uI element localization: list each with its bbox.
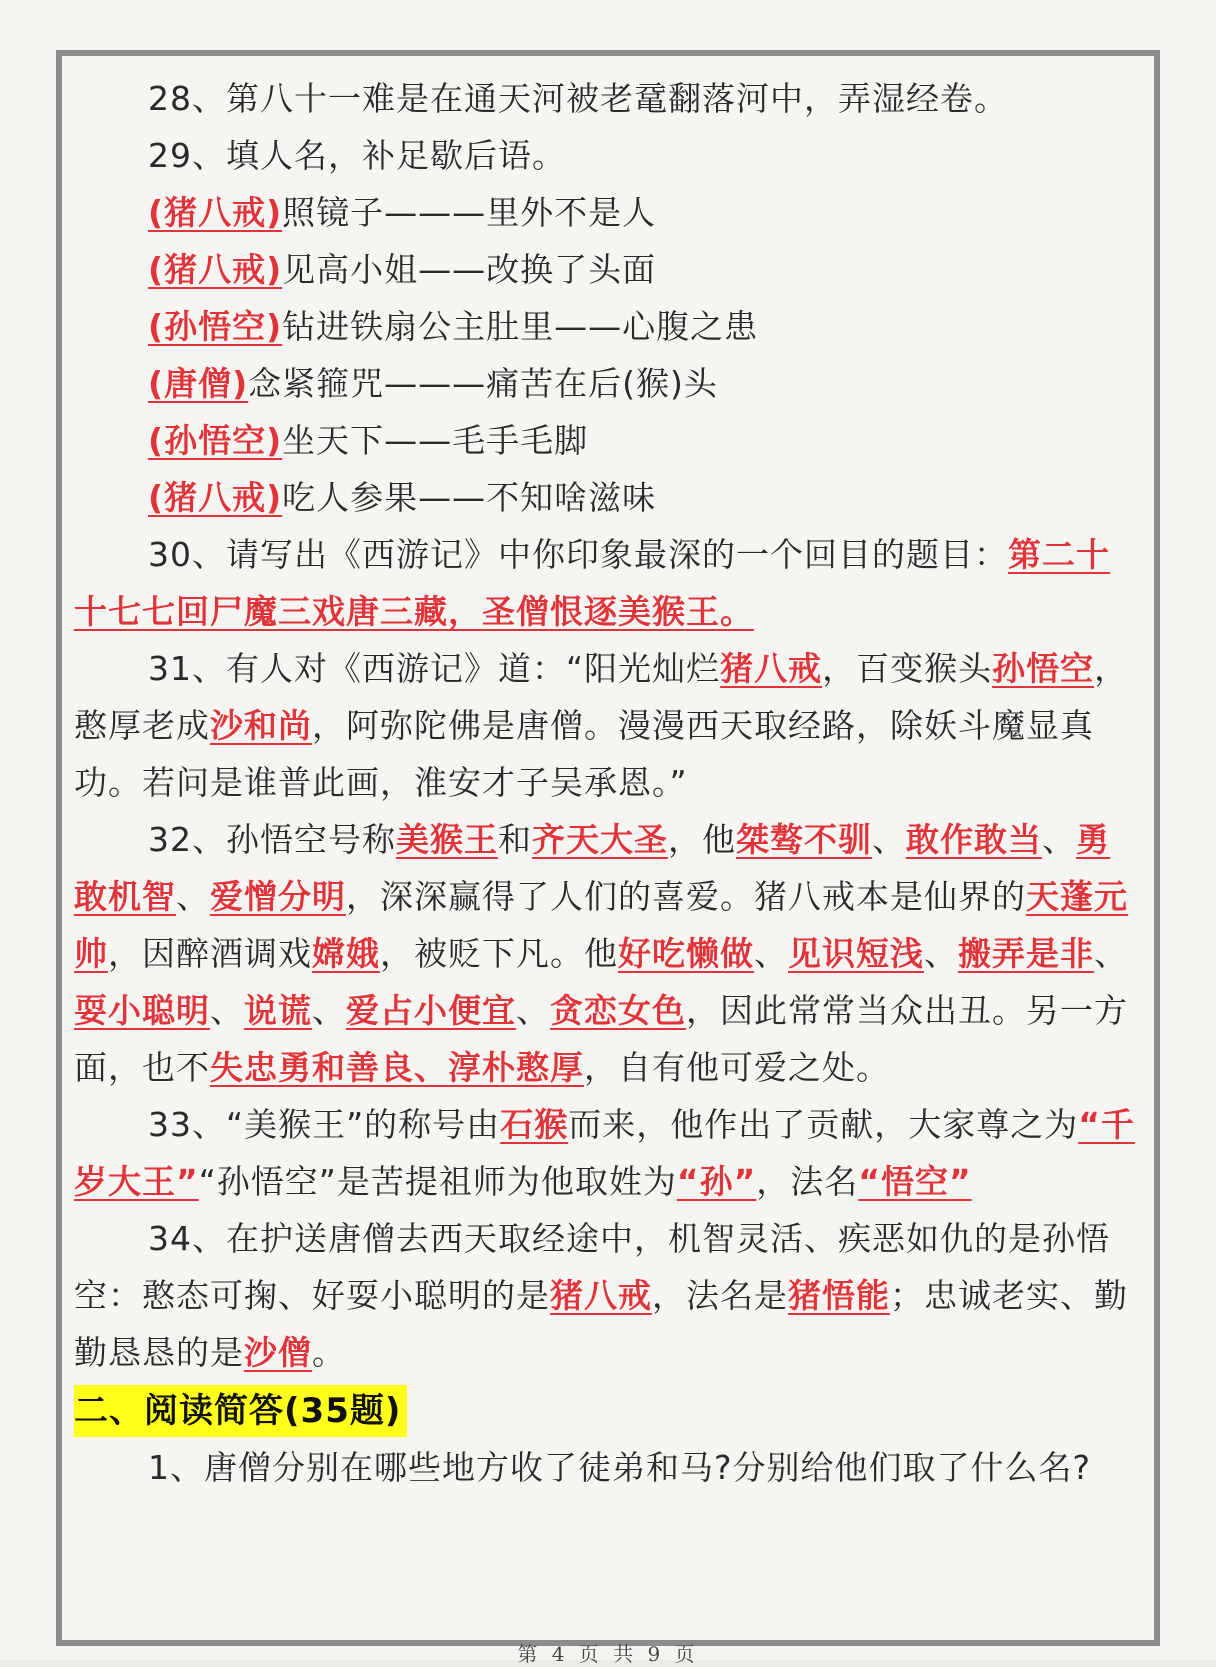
q32-text: ，被贬下凡。他 (380, 934, 618, 973)
question-28: 28、第八十一难是在通天河被老鼋翻落河中，弄湿经卷。 (148, 79, 1008, 118)
q32-answer: 爱憎分明 (210, 877, 346, 916)
section2-question-1: 1、唐僧分别在哪些地方收了徒弟和马?分别给他们取了什么名? (148, 1448, 1092, 1487)
q29-answer: (孙悟空) (148, 307, 283, 346)
q32-answer: 见识短浅 (788, 934, 924, 973)
q32-answer: 爱占小便宜 (346, 991, 516, 1030)
q32-text: 32、孙悟空号称 (148, 820, 396, 859)
q32-text: 、 (1094, 934, 1128, 973)
q32-text: 、 (176, 877, 210, 916)
q33-answer: “悟空” (858, 1162, 972, 1201)
q32-answer: 美猴王 (396, 820, 498, 859)
section-heading: 二、阅读简答(35题) (74, 1385, 407, 1437)
q30-prompt: 30、请写出《西游记》中你印象最深的一个回目的题目： (148, 535, 1008, 574)
q32-text: 也不 (142, 1048, 210, 1087)
q31-text: ，百变猴头 (822, 649, 993, 688)
q32-text: 、 (872, 820, 906, 859)
q32-text: 、 (754, 934, 788, 973)
q33-text: 33、“美猴王”的称号由 (148, 1105, 501, 1144)
q29-text: 照镜子———里外不是人 (282, 193, 657, 232)
q33-text: ，法名 (756, 1162, 859, 1201)
q32-answer: 嫦娥 (312, 934, 380, 973)
q32-answer: 敢作敢当 (906, 820, 1042, 859)
q31-text: ，阿弥陀佛是唐僧。漫漫西天取经路，除妖斗魔显真功。若问是谁普此画，淮安才子吴承恩。” (74, 706, 1094, 802)
q29-text: 念紧箍咒———痛苦在后(猴)头 (248, 364, 718, 403)
q32-text: ，他 (668, 820, 736, 859)
q32-answer: 好吃懒做 (618, 934, 754, 973)
q32-text: 、 (210, 991, 244, 1030)
q32-text: 、 (924, 934, 958, 973)
q33-text: 而来，他作出了贡献，大家尊之为 (568, 1105, 1079, 1144)
q34-answer: 猪八戒 (550, 1276, 652, 1315)
q34-text: ；忠诚老实、勤勤恳恳的是 (74, 1276, 1128, 1372)
q32-text: ，因醉酒调戏 (108, 934, 312, 973)
q32-text: 和 (498, 820, 532, 859)
question-29-title: 29、填人名，补足歇后语。 (148, 136, 566, 175)
q29-item (74, 184, 1142, 241)
q29-answer: (孙悟空) (148, 421, 283, 460)
q33-answer: “孙” (676, 1162, 757, 1201)
q33-answer: “千岁大王” (74, 1105, 1135, 1201)
q32-answer: 搬弄是非 (958, 934, 1094, 973)
question-34 (74, 1210, 1142, 1381)
document-content (74, 70, 1142, 1496)
q32-text: 、 (516, 991, 550, 1030)
section-heading-wrapper (74, 1381, 1142, 1439)
q33-answer: 石猴 (500, 1105, 569, 1144)
q29-item (74, 241, 1142, 298)
q32-text: ，深深赢得了人们的喜爱。猪八戒本是仙界的 (346, 877, 1026, 916)
q32-text: ，因此常常当众出丑。另一方面， (74, 991, 1128, 1087)
q32-answer: 贪恋女色 (550, 991, 686, 1030)
q34-answer: 猪悟能 (788, 1276, 890, 1315)
q29-item (74, 412, 1142, 469)
q29-text: 坐天下——毛手毛脚 (282, 421, 589, 460)
q34-text: 34、在护送唐僧去西天取经途中，机智灵活、疾恶如仇的是孙悟空：憨态可掬、好耍小聪明的是 (74, 1219, 1110, 1315)
q34-answer: 沙僧 (244, 1333, 312, 1372)
q32-answer: 说谎 (244, 991, 312, 1030)
q33-text: “孙悟空”是苦提祖师为他取姓为 (198, 1162, 677, 1201)
q32-text: 、 (312, 991, 346, 1030)
q32-answer: 耍小聪明 (74, 991, 210, 1030)
q32-text: 、 (1042, 820, 1076, 859)
q32-answer: 桀骜不驯 (736, 820, 872, 859)
q32-answer: 齐天大圣 (532, 820, 668, 859)
q29-text: 见高小姐——改换了头面 (282, 250, 657, 289)
question-32 (74, 811, 1142, 1096)
q32-answer: 勇敢机智 (74, 820, 1110, 916)
q29-answer: (猪八戒) (148, 250, 283, 289)
q30-answer: 第二十十七七回尸魔三戏唐三藏，圣僧恨逐美猴王。 (74, 535, 1110, 631)
q31-answer: 孙悟空 (992, 649, 1095, 688)
page-number: 第 4 页 共 9 页 (517, 1642, 699, 1666)
q29-text: 钻进铁扇公主肚里——心腹之患 (282, 307, 759, 346)
q34-text: ，法名是 (652, 1276, 788, 1315)
q34-text: 。 (312, 1333, 346, 1372)
q29-text: 吃人参果——不知啥滋味 (282, 478, 657, 517)
q31-text: 31、有人对《西游记》道：“阳光灿烂 (148, 649, 721, 688)
q32-text: ，自有他可爱之处。 (584, 1048, 890, 1087)
q32-answer: 失忠勇和善良、淳朴憨厚 (210, 1048, 584, 1087)
q29-answer: (猪八戒) (148, 478, 283, 517)
question-33 (74, 1096, 1142, 1210)
question-30 (74, 526, 1142, 640)
q29-item (74, 355, 1142, 412)
question-31 (74, 640, 1142, 811)
q29-answer: (猪八戒) (148, 193, 283, 232)
q31-answer: 猪八戒 (720, 649, 823, 688)
q29-item (74, 469, 1142, 526)
q31-answer: 沙和尚 (210, 706, 312, 745)
q29-answer: (唐僧) (148, 364, 249, 403)
q32-answer: 天蓬元帅 (74, 877, 1128, 973)
q29-item (74, 298, 1142, 355)
q31-text: ，憨厚老成 (74, 649, 1129, 745)
